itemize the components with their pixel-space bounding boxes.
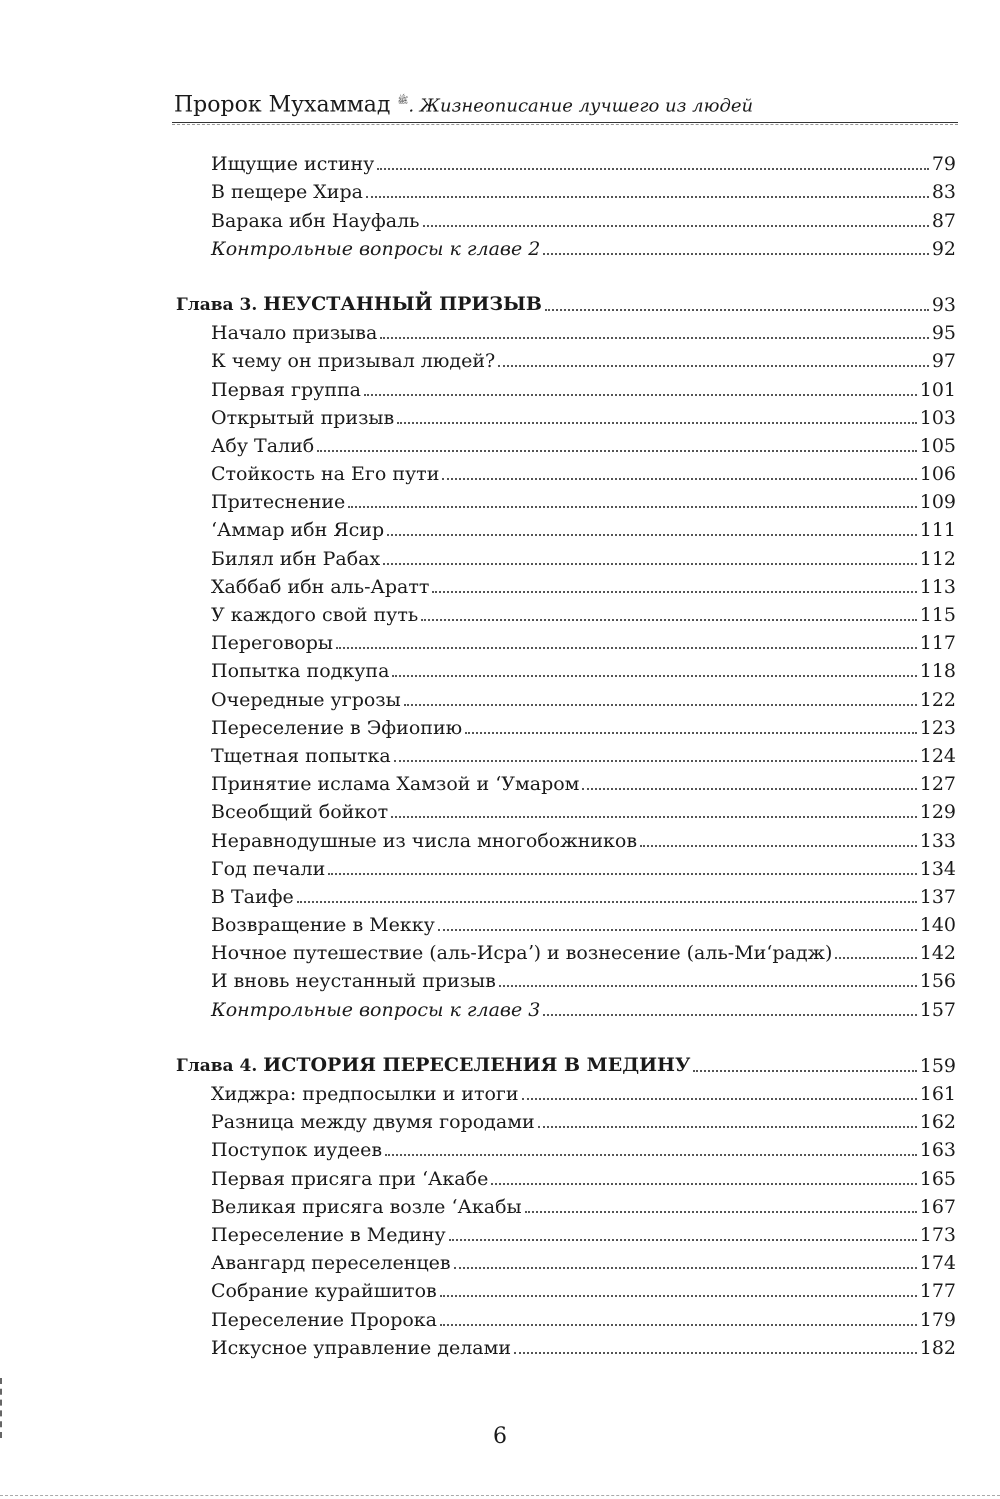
- table-of-contents: [0, 148, 1000, 1360]
- toc-entry-title: Варака ибн Науфаль: [211, 209, 420, 232]
- dot-leader: [380, 337, 928, 339]
- dot-leader: [404, 704, 917, 706]
- toc-entry-title: Принятие ислама Хамзой и ʻУмаром: [211, 773, 580, 796]
- dot-leader: [392, 675, 916, 677]
- toc-entry: [211, 233, 956, 261]
- dot-leader: [438, 929, 917, 931]
- salawat-symbol: ﷺ: [397, 96, 409, 106]
- toc-entry-title: У каждого свой путь: [211, 604, 419, 626]
- dot-leader: [421, 619, 917, 621]
- toc-entry-page: 101: [919, 378, 956, 401]
- toc-entry: [211, 683, 956, 711]
- toc-entry-title: И вновь неустанный призыв: [211, 970, 496, 993]
- toc-entry-page: 137: [919, 885, 956, 908]
- toc-entry: [211, 571, 956, 599]
- toc-entry-title: К чему он призывал людей?: [211, 350, 496, 373]
- dot-leader: [394, 760, 917, 762]
- dot-leader: [442, 478, 916, 480]
- toc-entry-title: Искусное управление делами: [211, 1336, 512, 1359]
- dot-leader: [545, 309, 929, 311]
- toc-entry-title: Притеснение: [211, 491, 346, 514]
- chapter-title: НЕУСТАННЫЙ ПРИЗЫВ: [263, 292, 542, 315]
- dot-leader: [491, 1183, 916, 1185]
- toc-entry: [211, 345, 956, 373]
- toc-entry-title: В Таифе: [211, 885, 294, 908]
- toc-entry-page: 118: [919, 660, 956, 683]
- toc-entry: [211, 176, 956, 204]
- dot-leader: [364, 394, 917, 396]
- toc-entry-title: В пещере Хира: [211, 181, 363, 204]
- toc-entry-page: 165: [919, 1167, 956, 1190]
- toc-entry: [211, 599, 956, 627]
- toc-entry-page: 123: [919, 716, 956, 739]
- toc-entry-page: 163: [919, 1139, 956, 1162]
- toc-entry-page: 179: [919, 1308, 956, 1331]
- toc-entry-page: 174: [919, 1252, 956, 1275]
- toc-entry-title: Возвращение в Мекку: [211, 914, 435, 937]
- toc-entry: [211, 1078, 956, 1106]
- toc-entry: [211, 458, 956, 486]
- book-title: Пророк Мухаммад: [174, 92, 391, 118]
- toc-entry-title: Первая группа: [211, 378, 361, 401]
- scan-margin-mark: [0, 1378, 5, 1438]
- scan-bottom-edge: [0, 1495, 1000, 1496]
- toc-entry: [211, 204, 956, 232]
- toc-entry: [211, 1332, 956, 1360]
- dot-leader: [397, 422, 916, 424]
- dot-leader: [317, 450, 917, 452]
- toc-entry-page: 142: [919, 942, 956, 965]
- toc-entry-title: Авангард переселенцев: [211, 1252, 451, 1275]
- dot-leader: [835, 957, 916, 959]
- toc-entry-page: 124: [919, 744, 956, 767]
- toc-entry-page: 162: [919, 1111, 956, 1134]
- toc-entry: [211, 824, 956, 852]
- toc-entry: [211, 486, 956, 514]
- toc-entry-title: Переселение Пророка: [211, 1308, 438, 1331]
- toc-entry-page: 105: [919, 434, 956, 457]
- toc-entry: [211, 1191, 956, 1219]
- toc-entry: [211, 853, 956, 881]
- dot-leader: [454, 1267, 917, 1269]
- dot-leader: [543, 1014, 916, 1016]
- toc-entry-page: 111: [919, 519, 956, 542]
- toc-entry: [211, 1134, 956, 1162]
- toc-entry-title: Контрольные вопросы к главе 3: [211, 998, 541, 1021]
- dot-leader: [465, 732, 917, 734]
- toc-entry-page: 156: [919, 970, 956, 993]
- toc-entry: [211, 1162, 956, 1190]
- chapter-heading-text: [176, 1053, 690, 1078]
- chapter-title: ИСТОРИЯ ПЕРЕСЕЛЕНИЯ В МЕДИНУ: [263, 1053, 691, 1076]
- book-subtitle: . Жизнеописание лучшего из людей: [408, 95, 754, 117]
- toc-entry: [211, 317, 956, 345]
- toc-entry-page: 115: [919, 604, 956, 626]
- toc-entry-page: 97: [931, 350, 956, 373]
- page-number: 6: [493, 1424, 507, 1449]
- toc-entry-page: 133: [919, 829, 956, 852]
- dot-leader: [328, 873, 916, 875]
- dot-leader: [297, 901, 917, 903]
- toc-entry-title: Собрание курайшитов: [211, 1280, 437, 1303]
- toc-entry-page: 109: [919, 491, 956, 514]
- toc-entry: [211, 655, 956, 683]
- toc-entry-title: Ночное путешествие (аль-Исраʼ) и вознесение (аль-Миʻрадж): [211, 942, 833, 965]
- toc-entry: [211, 1303, 956, 1331]
- dot-leader: [693, 1070, 916, 1072]
- toc-entry-title: Стойкость на Его пути: [211, 463, 440, 486]
- toc-entry-page: 177: [919, 1280, 956, 1303]
- dot-leader: [499, 985, 917, 987]
- dot-leader: [348, 506, 916, 508]
- toc-entry-page: 113: [919, 575, 956, 598]
- dot-leader: [366, 196, 929, 198]
- chapter-page: 93: [931, 293, 956, 316]
- toc-entry-title: Хиджра: предпосылки и итоги: [211, 1083, 519, 1105]
- toc-entry: [211, 937, 956, 965]
- toc-entry-page: 92: [931, 237, 956, 260]
- toc-entry-page: 173: [919, 1223, 956, 1246]
- toc-entry-title: Абу Талиб: [211, 434, 315, 457]
- toc-entry-title: Переселение в Эфиопию: [211, 716, 463, 739]
- dot-leader: [538, 1126, 917, 1128]
- toc-entry: [211, 740, 956, 768]
- toc-entry-title: Билял ибн Рабах: [211, 547, 381, 570]
- toc-entry-page: 79: [931, 153, 956, 176]
- toc-entry-page: 122: [919, 688, 956, 711]
- toc-entry: [211, 909, 956, 937]
- toc-entry-title: Разница между двумя городами: [211, 1111, 535, 1134]
- toc-entry-page: 95: [931, 322, 956, 345]
- toc-entry-title: Контрольные вопросы к главе 2: [211, 237, 541, 260]
- dot-leader: [498, 365, 929, 367]
- toc-entry-title: Начало призыва: [211, 322, 378, 345]
- toc-entry-page: 87: [931, 209, 956, 232]
- dot-leader: [432, 591, 916, 593]
- toc-entry: [211, 881, 956, 909]
- toc-entry: [211, 514, 956, 542]
- dot-leader: [449, 1239, 917, 1241]
- toc-entry-title: Ищущие истину: [211, 153, 375, 176]
- toc-entry-page: 112: [919, 547, 956, 570]
- dot-leader: [377, 168, 928, 170]
- toc-entry: [211, 430, 956, 458]
- running-header: [174, 86, 958, 121]
- dot-leader: [522, 1098, 917, 1100]
- toc-entry: [211, 1247, 956, 1275]
- toc-entry-title: Хаббаб ибн аль-Аратт: [211, 575, 430, 598]
- toc-entry-title: Переговоры: [211, 632, 334, 655]
- toc-entry-page: 83: [931, 181, 956, 204]
- toc-entry-title: Тщетная попытка: [211, 744, 391, 767]
- toc-entry-title: Великая присяга возле ʻАкабы: [211, 1195, 522, 1218]
- toc-entry: [211, 627, 956, 655]
- dot-leader: [336, 647, 917, 649]
- toc-entry-page: 161: [919, 1083, 956, 1105]
- toc-entry: [211, 542, 956, 570]
- dot-leader: [383, 563, 917, 565]
- dot-leader: [514, 1352, 917, 1354]
- chapter-heading-text: [176, 292, 542, 317]
- toc-entry-page: 127: [919, 773, 956, 796]
- toc-chapter-heading: [176, 1050, 956, 1078]
- toc-entry-page: 167: [919, 1195, 956, 1218]
- header-rule-shadow: [172, 124, 958, 125]
- chapter-number: Глава 4.: [176, 1055, 258, 1076]
- toc-entry: [211, 1106, 956, 1134]
- toc-entry-page: 106: [919, 463, 956, 486]
- dot-leader: [640, 845, 917, 847]
- header-rule: [172, 122, 958, 123]
- dot-leader: [385, 1154, 917, 1156]
- dot-leader: [582, 788, 916, 790]
- toc-entry-page: 117: [919, 632, 956, 655]
- toc-entry: [211, 796, 956, 824]
- toc-entry: [211, 402, 956, 430]
- toc-entry-page: 140: [919, 914, 956, 937]
- toc-entry-title: Поступок иудеев: [211, 1139, 383, 1162]
- toc-entry: [211, 1275, 956, 1303]
- toc-entry-title: Год печали: [211, 857, 326, 880]
- toc-entry: [211, 965, 956, 993]
- dot-leader: [525, 1211, 917, 1213]
- chapter-number: Глава 3.: [176, 294, 258, 315]
- dot-leader: [387, 534, 917, 536]
- toc-entry-title: Первая присяга при ʻАкабе: [211, 1167, 489, 1190]
- toc-entry-title: Переселение в Медину: [211, 1223, 446, 1246]
- toc-entry: [211, 148, 956, 176]
- toc-entry: [211, 993, 956, 1021]
- toc-entry-page: 103: [919, 406, 956, 429]
- dot-leader: [440, 1295, 917, 1297]
- toc-entry-title: Попытка подкупа: [211, 660, 390, 683]
- toc-entry: [211, 1219, 956, 1247]
- toc-entry: [211, 373, 956, 401]
- toc-entry: [211, 712, 956, 740]
- toc-chapter-heading: [176, 289, 956, 317]
- dot-leader: [543, 253, 928, 255]
- toc-entry-title: Неравнодушные из числа многобожников: [211, 829, 638, 852]
- toc-entry-title: Очередные угрозы: [211, 688, 401, 711]
- dot-leader: [440, 1324, 917, 1326]
- toc-entry-page: 157: [919, 998, 956, 1021]
- toc-entry: [211, 768, 956, 796]
- toc-entry-page: 134: [919, 857, 956, 880]
- chapter-page: 159: [919, 1054, 956, 1077]
- toc-entry-title: Всеобщий бойкот: [211, 801, 389, 824]
- toc-entry-title: Открытый призыв: [211, 406, 395, 429]
- dot-leader: [391, 816, 917, 818]
- toc-entry-title: ʻАммар ибн Ясир: [211, 519, 385, 542]
- toc-entry-page: 129: [919, 801, 956, 824]
- dot-leader: [423, 225, 929, 227]
- toc-entry-page: 182: [919, 1336, 956, 1359]
